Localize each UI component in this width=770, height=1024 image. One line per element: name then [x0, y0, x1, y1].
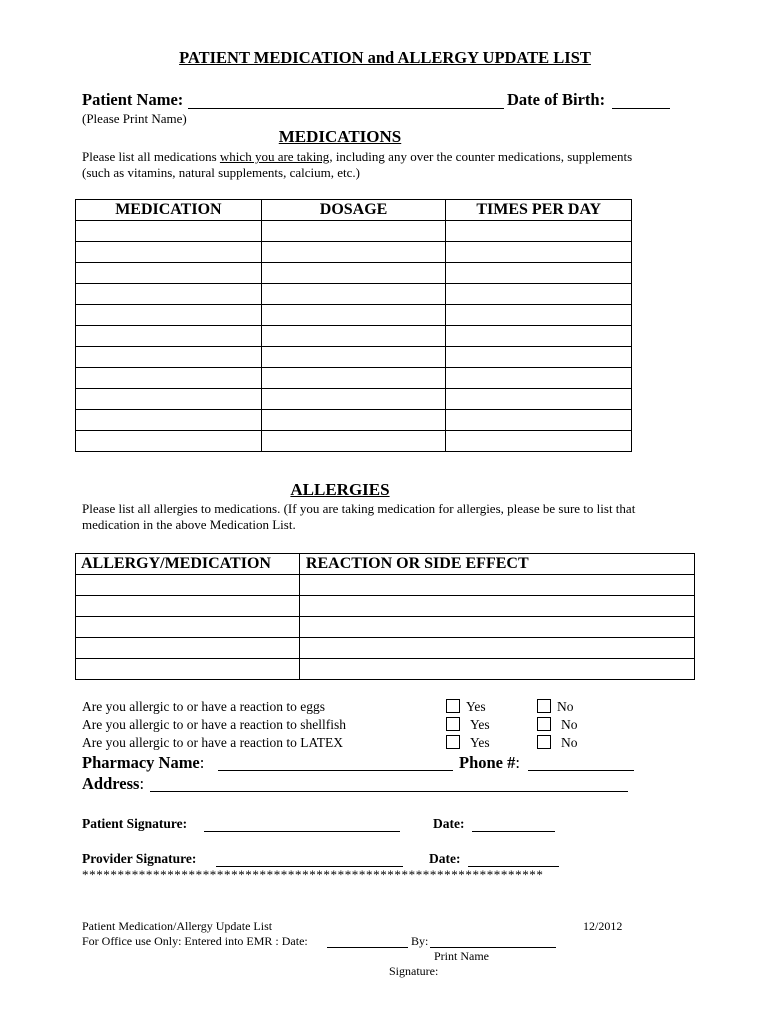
eggs-yes-checkbox[interactable] [446, 699, 460, 713]
allergy-table-row [76, 638, 695, 659]
medication-table-cell[interactable] [76, 284, 262, 305]
patient-signature-label: Patient Signature: [82, 816, 188, 831]
medication-table-cell[interactable] [76, 347, 262, 368]
medication-table-cell[interactable] [261, 242, 446, 263]
print-name-label: Print Name [434, 949, 489, 963]
medication-table-cell[interactable] [261, 305, 446, 326]
allergy-table-cell[interactable] [76, 596, 300, 617]
phone-label: Phone #: [459, 753, 520, 772]
medication-table-cell[interactable] [261, 410, 446, 431]
allergy-table-cell[interactable] [76, 638, 300, 659]
medication-table-cell[interactable] [261, 389, 446, 410]
question-shellfish: Are you allergic to or have a reaction to shellfish [82, 717, 347, 732]
medication-table-cell[interactable] [261, 326, 446, 347]
medication-table-row [76, 368, 632, 389]
allergy-table-cell[interactable] [299, 659, 694, 680]
latex-yes-option[interactable]: Yes [446, 735, 490, 751]
patient-date-label: Date: [433, 816, 465, 831]
medications-instructions-line2: (such as vitamins, natural supplements, calcium, etc.) [82, 165, 360, 180]
allergy-table-cell[interactable] [299, 638, 694, 659]
office-use-label: For Office use Only: Entered into EMR : Date: [82, 934, 308, 948]
latex-no-checkbox[interactable] [537, 735, 551, 749]
question-latex: Are you allergic to or have a reaction to LATEX [82, 735, 344, 750]
eggs-no-option[interactable]: No [537, 699, 574, 715]
dob-field[interactable] [612, 92, 670, 109]
provider-signature-label: Provider Signature: [82, 851, 197, 866]
provider-signature-field[interactable] [216, 852, 403, 867]
medication-table-row [76, 389, 632, 410]
medication-table-cell[interactable] [261, 221, 446, 242]
medication-table-cell[interactable] [446, 221, 632, 242]
allergy-table-row [76, 596, 695, 617]
medication-table-cell[interactable] [76, 242, 262, 263]
shellfish-yes-option[interactable]: Yes [446, 717, 490, 733]
times-per-day-column-header: TIMES PER DAY [446, 200, 632, 221]
footer-form-date: 12/2012 [583, 919, 623, 933]
medication-table-cell[interactable] [261, 284, 446, 305]
medication-table-cell[interactable] [446, 410, 632, 431]
medication-table-cell[interactable] [76, 221, 262, 242]
medication-table-row [76, 431, 632, 452]
allergies-instructions-line2: medication in the above Medication List. [82, 517, 296, 532]
medication-table-cell[interactable] [261, 347, 446, 368]
medication-table-cell[interactable] [446, 431, 632, 452]
medication-table-row [76, 410, 632, 431]
eggs-no-checkbox[interactable] [537, 699, 551, 713]
patient-name-field[interactable] [188, 92, 504, 109]
medication-table-cell[interactable] [76, 263, 262, 284]
medication-table-cell[interactable] [76, 431, 262, 452]
medication-table-cell[interactable] [261, 368, 446, 389]
eggs-yes-option[interactable]: Yes [446, 699, 486, 715]
medication-table [75, 199, 632, 452]
patient-name-label: Patient Name: [82, 90, 184, 109]
latex-no-option[interactable]: No [537, 735, 578, 751]
allergy-table-cell[interactable] [299, 617, 694, 638]
medication-table-row [76, 347, 632, 368]
latex-yes-checkbox[interactable] [446, 735, 460, 749]
shellfish-yes-checkbox[interactable] [446, 717, 460, 731]
medication-table-cell[interactable] [76, 410, 262, 431]
question-eggs: Are you allergic to or have a reaction to eggs [82, 699, 326, 714]
medication-table-row [76, 242, 632, 263]
by-field[interactable] [430, 935, 556, 948]
medication-column-header: MEDICATION [76, 200, 262, 221]
allergy-table [75, 553, 695, 680]
medication-table-cell[interactable] [446, 284, 632, 305]
allergies-heading: ALLERGIES [290, 480, 390, 499]
medication-table-cell[interactable] [76, 305, 262, 326]
reaction-column-header: REACTION OR SIDE EFFECT [299, 554, 694, 575]
provider-date-field[interactable] [468, 852, 559, 867]
allergy-table-cell[interactable] [299, 596, 694, 617]
medication-table-cell[interactable] [446, 326, 632, 347]
medication-table-cell[interactable] [446, 305, 632, 326]
medication-table-row [76, 326, 632, 347]
signature-label: Signature: [389, 964, 439, 978]
medication-table-cell[interactable] [261, 263, 446, 284]
shellfish-no-option[interactable]: No [537, 717, 578, 733]
allergy-table-row [76, 617, 695, 638]
allergy-table-cell[interactable] [76, 575, 300, 596]
allergy-table-cell[interactable] [299, 575, 694, 596]
medication-table-cell[interactable] [446, 263, 632, 284]
address-field[interactable] [150, 775, 628, 792]
allergy-table-cell[interactable] [76, 659, 300, 680]
emr-date-field[interactable] [327, 935, 408, 948]
medication-table-row [76, 263, 632, 284]
medication-table-cell[interactable] [446, 242, 632, 263]
allergies-instructions: Please list all allergies to medications. (If you are taking medication for allergies, please be sure to list that [82, 501, 636, 516]
patient-signature-field[interactable] [204, 817, 400, 832]
by-label: By: [411, 934, 429, 948]
provider-date-label: Date: [429, 851, 461, 866]
medication-table-cell[interactable] [446, 368, 632, 389]
form-title: PATIENT MEDICATION and ALLERGY UPDATE LIST [179, 48, 591, 67]
medication-table-cell[interactable] [76, 326, 262, 347]
medications-instructions: Please list all medications which you are taking, including any over the counter medications, supplements [82, 149, 633, 164]
phone-field[interactable] [528, 754, 634, 771]
medication-table-cell[interactable] [446, 389, 632, 410]
separator-stars: ***************************************************************** [82, 867, 544, 882]
address-label: Address: [82, 774, 145, 793]
medication-table-cell[interactable] [76, 389, 262, 410]
dob-label: Date of Birth: [507, 90, 606, 109]
medications-heading: MEDICATIONS [278, 127, 402, 146]
medication-table-cell[interactable] [76, 368, 262, 389]
allergy-medication-column-header: ALLERGY/MEDICATION [76, 554, 300, 575]
pharmacy-name-label: Pharmacy Name: [82, 753, 205, 772]
medication-table-row [76, 221, 632, 242]
allergy-table-row [76, 575, 695, 596]
medication-table-row [76, 284, 632, 305]
footer-form-name: Patient Medication/Allergy Update List [82, 919, 273, 933]
patient-date-field[interactable] [472, 817, 555, 832]
medication-table-cell[interactable] [446, 347, 632, 368]
medication-table-row [76, 305, 632, 326]
print-name-note: (Please Print Name) [82, 111, 187, 126]
shellfish-no-checkbox[interactable] [537, 717, 551, 731]
pharmacy-name-field[interactable] [218, 754, 453, 771]
dosage-column-header: DOSAGE [261, 200, 446, 221]
medication-table-cell[interactable] [261, 431, 446, 452]
allergy-table-row [76, 659, 695, 680]
allergy-table-cell[interactable] [76, 617, 300, 638]
